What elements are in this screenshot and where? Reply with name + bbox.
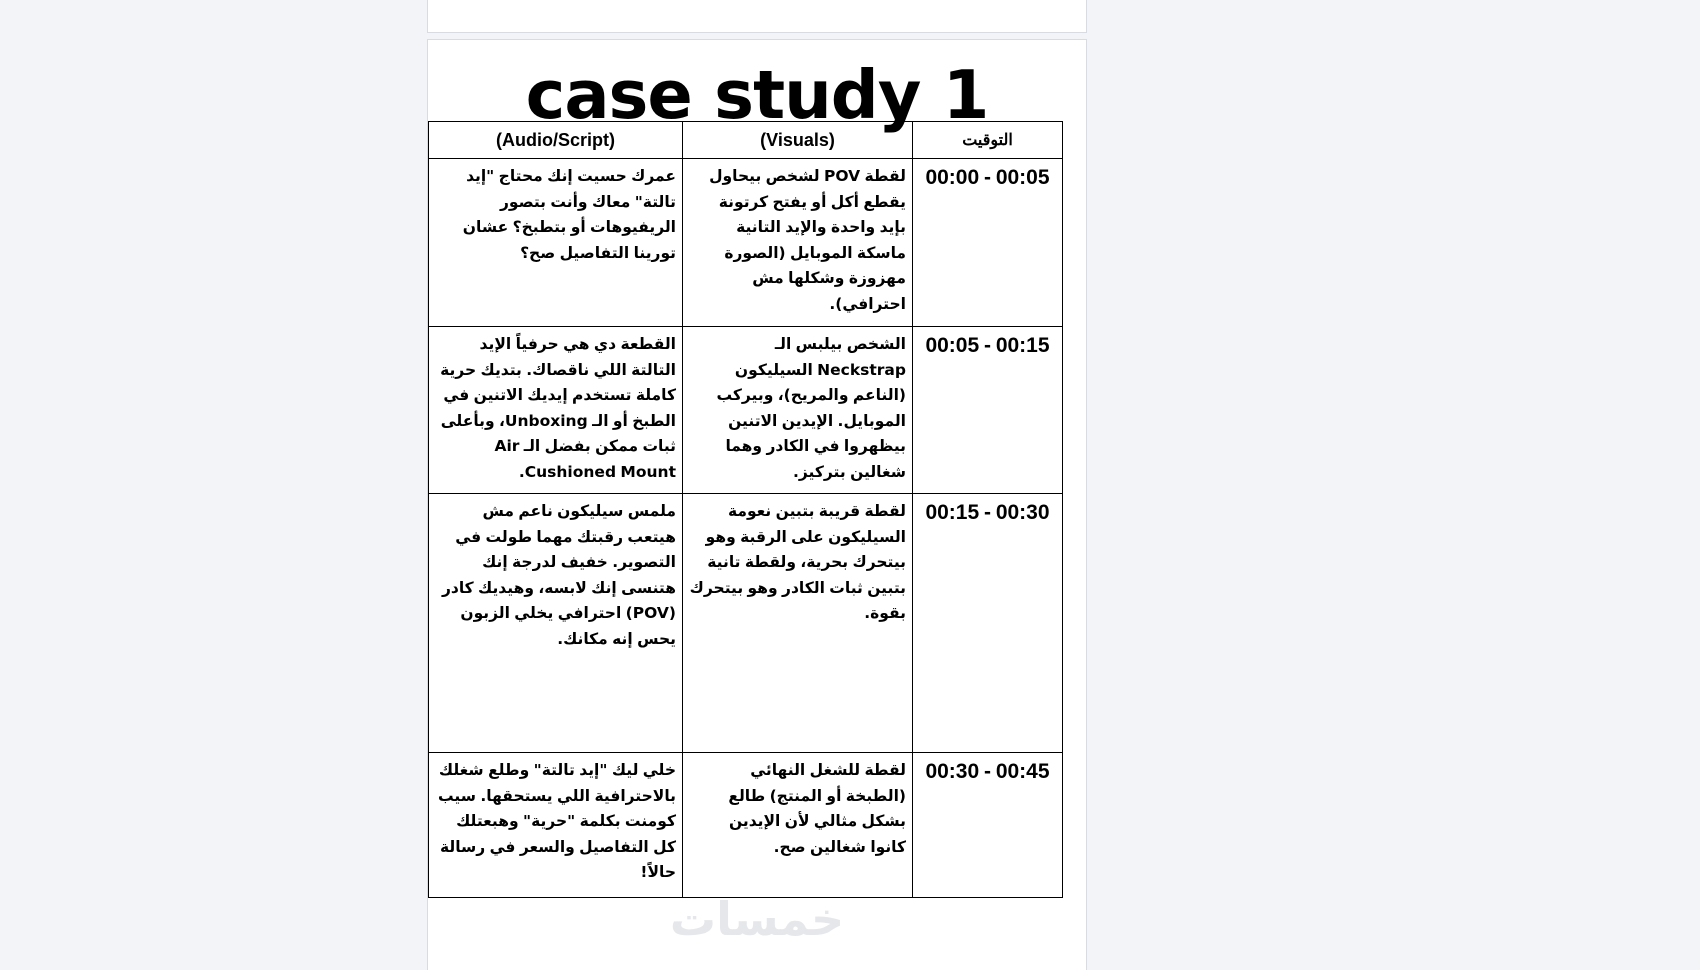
visuals-cell: الشخص بيلبس الـ Neckstrap السيليكون (الناعم والمريح)، وبيركب الموبايل. الإيدين الاتنين بيظهروا في الكادر وهما شغالين بتركيز. — [683, 327, 913, 494]
audio-cell: خلي ليك "إيد تالتة" وطلع شغلك بالاحترافية اللي يستحقها. سيب كومنت بكلمة "حرية" وهبعتلك كل التفاصيل والسعر في رسالة حالاً! — [429, 753, 683, 898]
page-title: case study 1 — [525, 56, 989, 134]
audio-cell: القطعة دي هي حرفياً الإيد التالتة اللي ناقصاك. بتديك حرية كاملة تستخدم إيديك الاتنين في الطبخ أو الـ Unboxing، وبأعلى ثبات ممكن بفضل الـ Air Cushioned Mount. — [429, 327, 683, 494]
document-page — [427, 39, 1087, 970]
visuals-cell: لقطة POV لشخص بيحاول يقطع أكل أو يفتح كرتونة بإيد واحدة والإيد التانية ماسكة الموبايل (الصورة مهزوزة وشكلها مش احترافي). — [683, 159, 913, 327]
previous-page — [427, 0, 1087, 33]
time-cell: 00:00 - 00:05 — [913, 159, 1063, 327]
audio-cell: عمرك حسيت إنك محتاج "إيد تالتة" معاك وأنت بتصور الريفيوهات أو بتطبخ؟ عشان تورينا التفاصيل صح؟ — [429, 159, 683, 327]
watermark-logo: خمسات — [669, 892, 845, 946]
table-header-row — [429, 122, 1063, 159]
table-row — [429, 327, 1063, 494]
audio-cell: ملمس سيليكون ناعم مش هيتعب رقبتك مهما طولت في التصوير. خفيف لدرجة إنك هتنسى إنك لابسه، وهيديك كادر (POV) احترافي يخلي الزبون يحس إنه مكانك. — [429, 494, 683, 753]
header-time: التوقيت — [913, 122, 1063, 159]
time-cell: 00:15 - 00:30 — [913, 494, 1063, 753]
header-audio: (Audio/Script) — [429, 122, 683, 159]
table-row — [429, 159, 1063, 327]
script-table — [428, 121, 1063, 898]
visuals-cell: لقطة للشغل النهائي (الطبخة أو المنتج) طالع بشكل مثالي لأن الإيدين كانوا شغالين صح. — [683, 753, 913, 898]
visuals-cell: لقطة قريبة بتبين نعومة السيليكون على الرقبة وهو بيتحرك بحرية، ولقطة تانية بتبين ثبات الكادر وهو بيتحرك بقوة. — [683, 494, 913, 753]
header-visuals: (Visuals) — [683, 122, 913, 159]
table-row — [429, 753, 1063, 898]
time-cell: 00:05 - 00:15 — [913, 327, 1063, 494]
table-row — [429, 494, 1063, 753]
time-cell: 00:30 - 00:45 — [913, 753, 1063, 898]
